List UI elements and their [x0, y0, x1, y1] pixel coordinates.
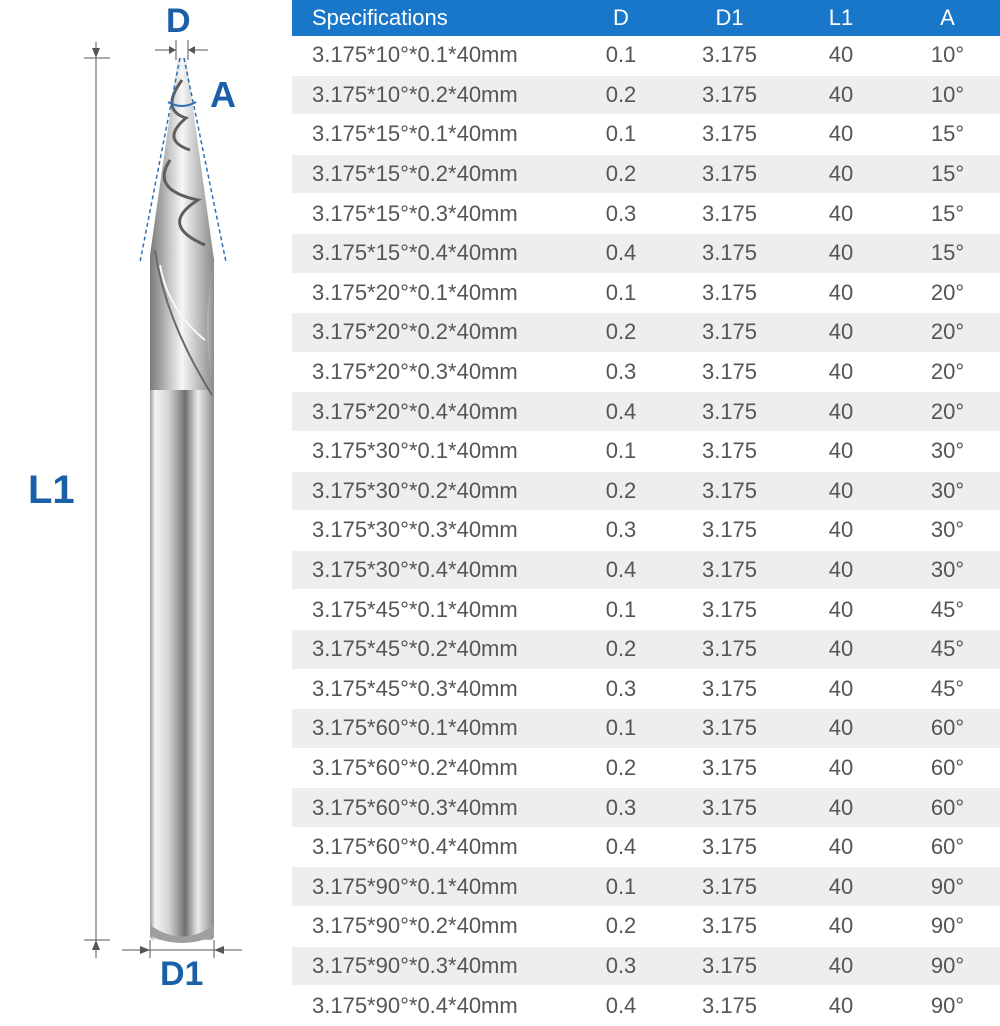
l1-arrowhead-top	[92, 48, 100, 58]
d-cell: 0.3	[570, 352, 672, 392]
l1-cell: 40	[787, 629, 895, 669]
a-cell: 90°	[895, 986, 1000, 1026]
a-cell: 90°	[895, 946, 1000, 986]
d-cell: 0.3	[570, 194, 672, 234]
d-cell: 0.3	[570, 788, 672, 828]
table-row	[292, 511, 1000, 551]
d-cell: 0.1	[570, 36, 672, 75]
a-cell: 45°	[895, 629, 1000, 669]
l1-cell: 40	[787, 827, 895, 867]
d1-cell: 3.175	[672, 36, 787, 75]
table-row	[292, 986, 1000, 1026]
a-cell: 60°	[895, 709, 1000, 749]
spec-cell: 3.175*60°*0.3*40mm	[292, 788, 570, 828]
l1-cell: 40	[787, 511, 895, 551]
table-row	[292, 827, 1000, 867]
d1-cell: 3.175	[672, 194, 787, 234]
spec-cell: 3.175*30°*0.3*40mm	[292, 511, 570, 551]
column-header-specifications: Specifications	[292, 0, 570, 36]
a-cell: 15°	[895, 154, 1000, 194]
d-cell: 0.3	[570, 946, 672, 986]
table-body	[292, 36, 1000, 1025]
table-row	[292, 550, 1000, 590]
dimension-label-d: D	[166, 2, 191, 40]
column-header-d: D	[570, 0, 672, 36]
d-cell: 0.2	[570, 75, 672, 115]
d1-cell: 3.175	[672, 471, 787, 511]
spec-cell: 3.175*45°*0.2*40mm	[292, 629, 570, 669]
table-row	[292, 471, 1000, 511]
table-row	[292, 233, 1000, 273]
d-cell: 0.4	[570, 233, 672, 273]
d1-cell: 3.175	[672, 827, 787, 867]
l1-cell: 40	[787, 669, 895, 709]
a-cell: 10°	[895, 75, 1000, 115]
spec-cell: 3.175*90°*0.4*40mm	[292, 986, 570, 1026]
spec-cell: 3.175*60°*0.4*40mm	[292, 827, 570, 867]
spec-cell: 3.175*15°*0.4*40mm	[292, 233, 570, 273]
table-row	[292, 669, 1000, 709]
table-row	[292, 313, 1000, 353]
a-cell: 10°	[895, 36, 1000, 75]
a-cell: 20°	[895, 352, 1000, 392]
l1-cell: 40	[787, 550, 895, 590]
spec-cell: 3.175*45°*0.3*40mm	[292, 669, 570, 709]
spec-cell: 3.175*20°*0.3*40mm	[292, 352, 570, 392]
specifications-table	[292, 0, 1000, 1026]
spec-cell: 3.175*30°*0.4*40mm	[292, 550, 570, 590]
d-cell: 0.2	[570, 471, 672, 511]
column-header-l1: L1	[787, 0, 895, 36]
d1-arrowhead-right	[214, 946, 224, 954]
a-cell: 30°	[895, 511, 1000, 551]
d-cell: 0.2	[570, 313, 672, 353]
table-row	[292, 590, 1000, 630]
l1-cell: 40	[787, 273, 895, 313]
l1-cell: 40	[787, 471, 895, 511]
l1-cell: 40	[787, 748, 895, 788]
spec-cell: 3.175*15°*0.3*40mm	[292, 194, 570, 234]
d-cell: 0.1	[570, 115, 672, 155]
table-row	[292, 946, 1000, 986]
l1-arrowhead-bottom	[92, 940, 100, 950]
a-cell: 30°	[895, 431, 1000, 471]
d-cell: 0.4	[570, 392, 672, 432]
l1-cell: 40	[787, 313, 895, 353]
d1-cell: 3.175	[672, 788, 787, 828]
spec-cell: 3.175*30°*0.2*40mm	[292, 471, 570, 511]
spec-cell: 3.175*90°*0.2*40mm	[292, 907, 570, 947]
table-row	[292, 748, 1000, 788]
d1-cell: 3.175	[672, 313, 787, 353]
a-cell: 60°	[895, 827, 1000, 867]
d1-cell: 3.175	[672, 550, 787, 590]
table-row	[292, 36, 1000, 75]
d1-cell: 3.175	[672, 115, 787, 155]
d1-cell: 3.175	[672, 907, 787, 947]
l1-cell: 40	[787, 946, 895, 986]
spec-cell: 3.175*20°*0.2*40mm	[292, 313, 570, 353]
table-row	[292, 352, 1000, 392]
table-row	[292, 194, 1000, 234]
d-cell: 0.2	[570, 748, 672, 788]
d1-arrowhead-left	[140, 946, 150, 954]
d-cell: 0.2	[570, 907, 672, 947]
table-row	[292, 788, 1000, 828]
a-cell: 90°	[895, 867, 1000, 907]
spec-cell: 3.175*10°*0.2*40mm	[292, 75, 570, 115]
spec-cell: 3.175*10°*0.1*40mm	[292, 36, 570, 75]
spec-cell: 3.175*20°*0.4*40mm	[292, 392, 570, 432]
l1-cell: 40	[787, 194, 895, 234]
table-row	[292, 867, 1000, 907]
dimension-label-l1: L1	[28, 468, 75, 512]
d-cell: 0.2	[570, 154, 672, 194]
spec-cell: 3.175*90°*0.1*40mm	[292, 867, 570, 907]
d1-cell: 3.175	[672, 392, 787, 432]
table-row	[292, 392, 1000, 432]
d-cell: 0.1	[570, 709, 672, 749]
a-cell: 90°	[895, 907, 1000, 947]
d1-cell: 3.175	[672, 709, 787, 749]
l1-cell: 40	[787, 590, 895, 630]
l1-cell: 40	[787, 115, 895, 155]
d1-cell: 3.175	[672, 75, 787, 115]
d1-cell: 3.175	[672, 986, 787, 1026]
l1-cell: 40	[787, 907, 895, 947]
spec-cell: 3.175*45°*0.1*40mm	[292, 590, 570, 630]
l1-cell: 40	[787, 352, 895, 392]
dimension-label-d1: D1	[160, 955, 204, 993]
a-cell: 45°	[895, 590, 1000, 630]
table-row	[292, 907, 1000, 947]
d1-cell: 3.175	[672, 867, 787, 907]
d-cell: 0.1	[570, 590, 672, 630]
spec-cell: 3.175*60°*0.2*40mm	[292, 748, 570, 788]
l1-cell: 40	[787, 154, 895, 194]
d-cell: 0.1	[570, 273, 672, 313]
d1-cell: 3.175	[672, 748, 787, 788]
l1-cell: 40	[787, 986, 895, 1026]
a-cell: 30°	[895, 471, 1000, 511]
l1-cell: 40	[787, 788, 895, 828]
a-cell: 60°	[895, 748, 1000, 788]
spec-cell: 3.175*15°*0.1*40mm	[292, 115, 570, 155]
d1-cell: 3.175	[672, 629, 787, 669]
table-row	[292, 273, 1000, 313]
d1-cell: 3.175	[672, 669, 787, 709]
l1-cell: 40	[787, 431, 895, 471]
l1-cell: 40	[787, 709, 895, 749]
spec-cell: 3.175*60°*0.1*40mm	[292, 709, 570, 749]
engraving-bit-figure	[0, 0, 292, 1000]
a-cell: 20°	[895, 273, 1000, 313]
a-cell: 15°	[895, 233, 1000, 273]
d-cell: 0.4	[570, 550, 672, 590]
d-cell: 0.1	[570, 431, 672, 471]
table-row	[292, 629, 1000, 669]
l1-cell: 40	[787, 233, 895, 273]
a-cell: 45°	[895, 669, 1000, 709]
column-header-d1: D1	[672, 0, 787, 36]
d1-cell: 3.175	[672, 511, 787, 551]
d1-cell: 3.175	[672, 233, 787, 273]
d1-cell: 3.175	[672, 590, 787, 630]
spec-cell: 3.175*90°*0.3*40mm	[292, 946, 570, 986]
d1-cell: 3.175	[672, 273, 787, 313]
a-cell: 20°	[895, 313, 1000, 353]
d-cell: 0.2	[570, 629, 672, 669]
d-cell: 0.4	[570, 827, 672, 867]
d-arrowhead-left	[169, 46, 176, 54]
a-cell: 20°	[895, 392, 1000, 432]
d-cell: 0.3	[570, 669, 672, 709]
table-header-row	[292, 0, 1000, 36]
d1-cell: 3.175	[672, 352, 787, 392]
table-row	[292, 709, 1000, 749]
spec-cell: 3.175*30°*0.1*40mm	[292, 431, 570, 471]
a-cell: 30°	[895, 550, 1000, 590]
d1-cell: 3.175	[672, 431, 787, 471]
table-row	[292, 154, 1000, 194]
d1-cell: 3.175	[672, 946, 787, 986]
table-row	[292, 75, 1000, 115]
d-cell: 0.3	[570, 511, 672, 551]
column-header-a: A	[895, 0, 1000, 36]
spec-cell: 3.175*20°*0.1*40mm	[292, 273, 570, 313]
d1-cell: 3.175	[672, 154, 787, 194]
l1-cell: 40	[787, 36, 895, 75]
table-row	[292, 115, 1000, 155]
a-cell: 15°	[895, 115, 1000, 155]
l1-cell: 40	[787, 867, 895, 907]
table-row	[292, 431, 1000, 471]
l1-cell: 40	[787, 392, 895, 432]
dimension-label-a: A	[210, 74, 236, 115]
a-cell: 15°	[895, 194, 1000, 234]
d-arrowhead-right	[188, 46, 195, 54]
l1-cell: 40	[787, 75, 895, 115]
d-cell: 0.4	[570, 986, 672, 1026]
spec-cell: 3.175*15°*0.2*40mm	[292, 154, 570, 194]
d-cell: 0.1	[570, 867, 672, 907]
a-cell: 60°	[895, 788, 1000, 828]
